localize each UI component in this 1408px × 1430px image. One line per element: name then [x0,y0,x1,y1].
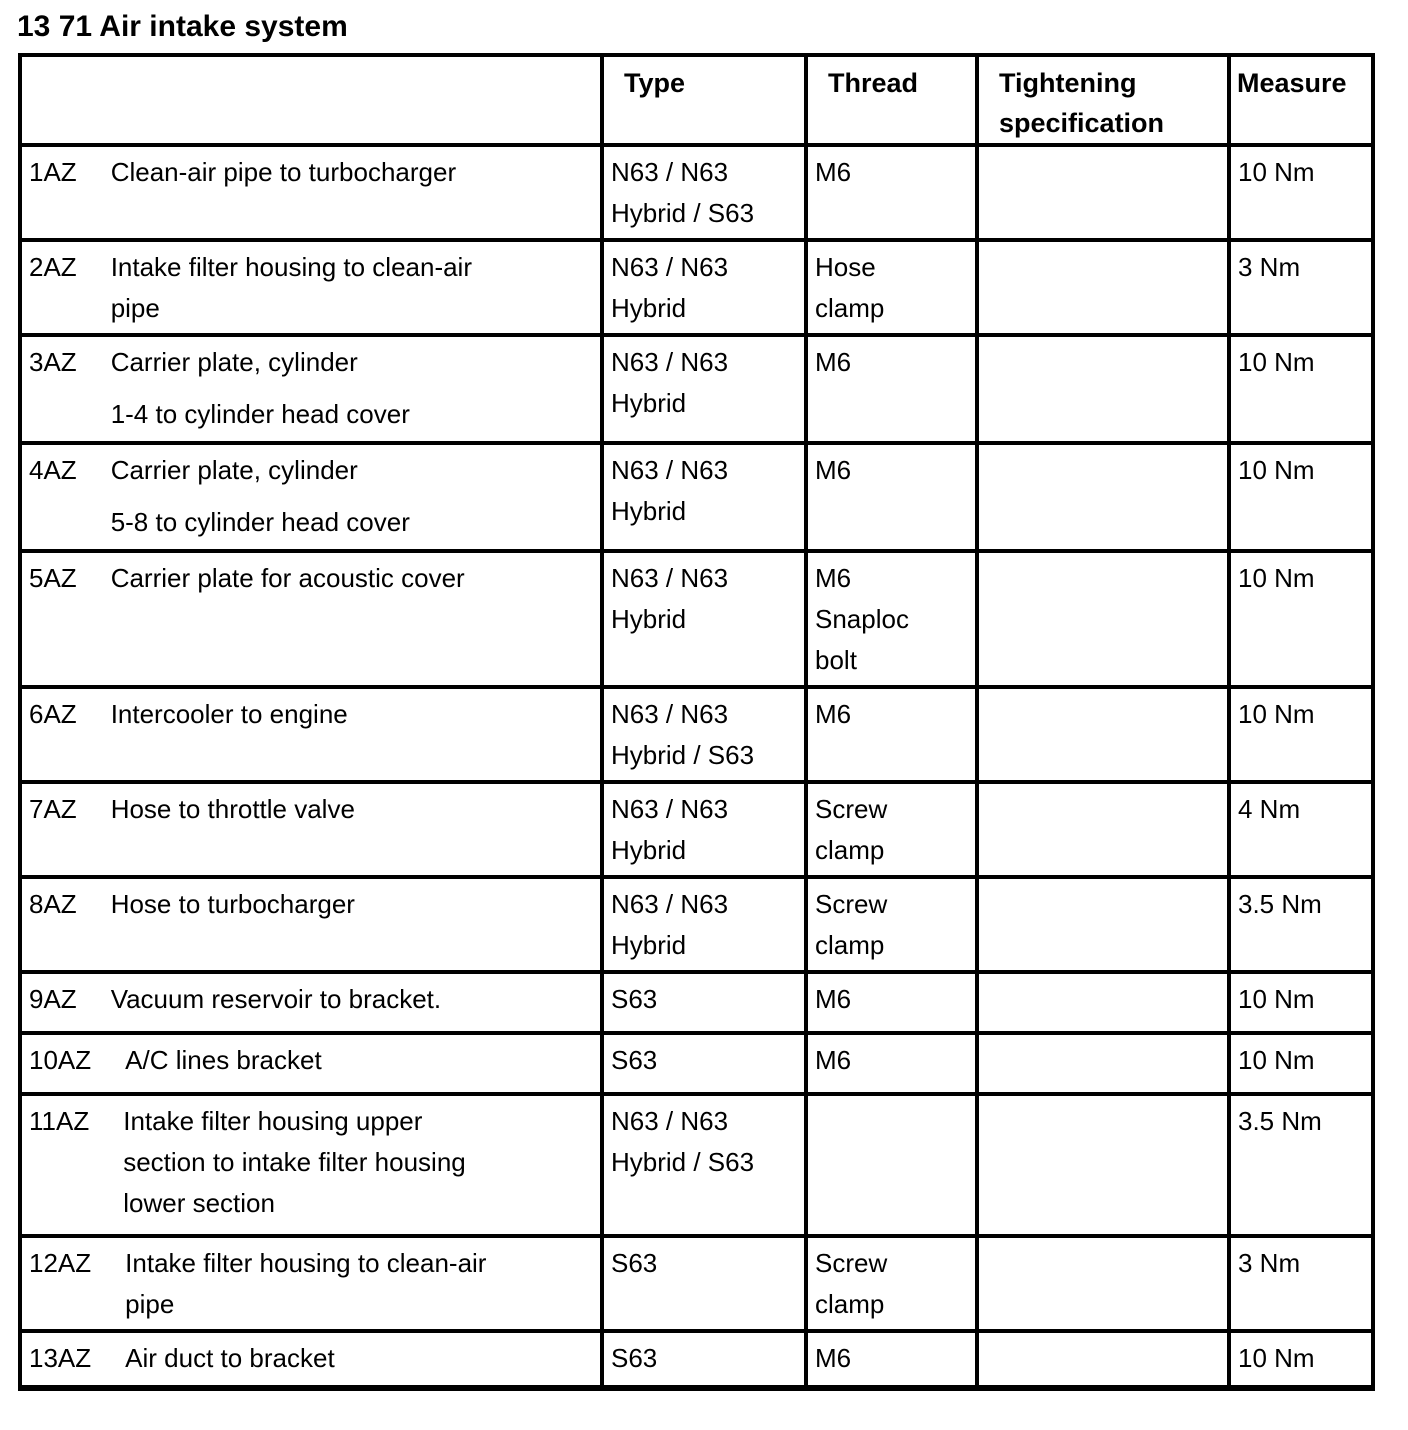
table-row [20,443,1373,551]
col-header-measure: Measure [1229,55,1373,145]
tightening-cell [977,335,1229,443]
row-label: 10AZ [29,1045,92,1075]
thread-cell: Hose clamp [806,240,977,335]
row-description: Clean-air pipe to turbocharger [110,157,457,187]
row-description: Carrier plate, cylinder 1-4 to cylinder head cover [110,347,410,429]
row-description: Vacuum reservoir to bracket. [110,984,442,1014]
type-cell: N63 / N63 Hybrid / S63 [602,145,806,240]
tightening-cell [977,145,1229,240]
row-label: 13AZ [29,1343,92,1373]
measure-cell: 3.5 Nm [1229,1094,1373,1236]
thread-cell: Screw clamp [806,782,977,877]
measure-cell: 3.5 Nm [1229,877,1373,972]
item-cell [20,877,602,972]
tightening-cell [977,877,1229,972]
page-title: 13 71 Air intake system [17,10,348,43]
item-cell [20,1331,602,1388]
thread-cell: Screw clamp [806,877,977,972]
row-description: A/C lines bracket [125,1045,322,1075]
row-label: 1AZ [29,157,77,187]
type-cell: N63 / N63 Hybrid / S63 [602,687,806,782]
tightening-cell [977,782,1229,877]
table-row [20,782,1373,877]
type-cell: N63 / N63 Hybrid [602,877,806,972]
table-row [20,1094,1373,1236]
tightening-cell [977,687,1229,782]
row-label: 11AZ [29,1106,90,1136]
item-cell [20,1236,602,1331]
item-cell [20,972,602,1033]
torque-spec-table [18,53,1375,1391]
tightening-cell [977,1094,1229,1236]
type-cell: N63 / N63 Hybrid [602,551,806,687]
row-description: Intake filter housing upper section to intake filter housing lower section [123,1106,466,1218]
measure-cell: 10 Nm [1229,335,1373,443]
row-description: Hose to throttle valve [110,794,355,824]
item-cell [20,1094,602,1236]
row-description: Air duct to bracket [125,1343,335,1373]
row-description: Hose to turbocharger [110,889,355,919]
measure-cell: 4 Nm [1229,782,1373,877]
type-cell: S63 [602,972,806,1033]
item-cell [20,145,602,240]
table-row [20,1033,1373,1094]
type-cell: N63 / N63 Hybrid [602,335,806,443]
measure-cell: 10 Nm [1229,972,1373,1033]
type-cell: N63 / N63 Hybrid [602,240,806,335]
type-cell: N63 / N63 Hybrid / S63 [602,1094,806,1236]
tightening-cell [977,972,1229,1033]
item-cell [20,443,602,551]
row-label: 12AZ [29,1248,92,1278]
table-row [20,1331,1373,1388]
table-body [20,145,1373,1388]
col-header-tightening: Tightening specification [977,55,1229,145]
type-cell: N63 / N63 Hybrid [602,782,806,877]
row-label: 3AZ [29,347,77,377]
table-row [20,687,1373,782]
measure-cell: 3 Nm [1229,1236,1373,1331]
measure-cell: 10 Nm [1229,687,1373,782]
col-header-type: Type [602,55,806,145]
row-label: 8AZ [29,889,77,919]
row-description: Intake filter housing to clean-air pipe [110,252,472,323]
item-cell [20,1033,602,1094]
thread-cell: M6 [806,972,977,1033]
item-cell [20,335,602,443]
row-description: Intercooler to engine [110,699,348,729]
measure-cell: 10 Nm [1229,145,1373,240]
thread-cell: M6 [806,687,977,782]
table-row [20,335,1373,443]
col-header-item [20,55,602,145]
measure-cell: 10 Nm [1229,443,1373,551]
header-row [20,55,1373,145]
type-cell: N63 / N63 Hybrid [602,443,806,551]
table-row [20,145,1373,240]
thread-cell: M6 [806,335,977,443]
table-row [20,240,1373,335]
table-row [20,877,1373,972]
item-cell [20,551,602,687]
table-row [20,1236,1373,1331]
measure-cell: 10 Nm [1229,551,1373,687]
row-label: 6AZ [29,699,77,729]
row-label: 9AZ [29,984,77,1014]
table-row [20,972,1373,1033]
tightening-cell [977,1236,1229,1331]
table-row [20,551,1373,687]
measure-cell: 10 Nm [1229,1331,1373,1388]
type-cell: S63 [602,1236,806,1331]
row-label: 7AZ [29,794,77,824]
tightening-cell [977,1331,1229,1388]
row-description: Intake filter housing to clean-air pipe [125,1248,487,1319]
measure-cell: 3 Nm [1229,240,1373,335]
row-description: Carrier plate for acoustic cover [110,563,465,593]
row-label: 2AZ [29,252,77,282]
type-cell: S63 [602,1331,806,1388]
thread-cell: M6 [806,443,977,551]
tightening-cell [977,1033,1229,1094]
item-cell [20,782,602,877]
item-cell [20,687,602,782]
thread-cell: M6 [806,1331,977,1388]
tightening-cell [977,443,1229,551]
tightening-cell [977,551,1229,687]
measure-cell: 10 Nm [1229,1033,1373,1094]
item-cell [20,240,602,335]
type-cell: S63 [602,1033,806,1094]
row-description: Carrier plate, cylinder 5-8 to cylinder head cover [110,455,410,537]
thread-cell: M6 Snaploc bolt [806,551,977,687]
thread-cell [806,1094,977,1236]
thread-cell: M6 [806,1033,977,1094]
row-label: 4AZ [29,455,77,485]
thread-cell: M6 [806,145,977,240]
thread-cell: Screw clamp [806,1236,977,1331]
tightening-cell [977,240,1229,335]
col-header-thread: Thread [806,55,977,145]
row-label: 5AZ [29,563,77,593]
